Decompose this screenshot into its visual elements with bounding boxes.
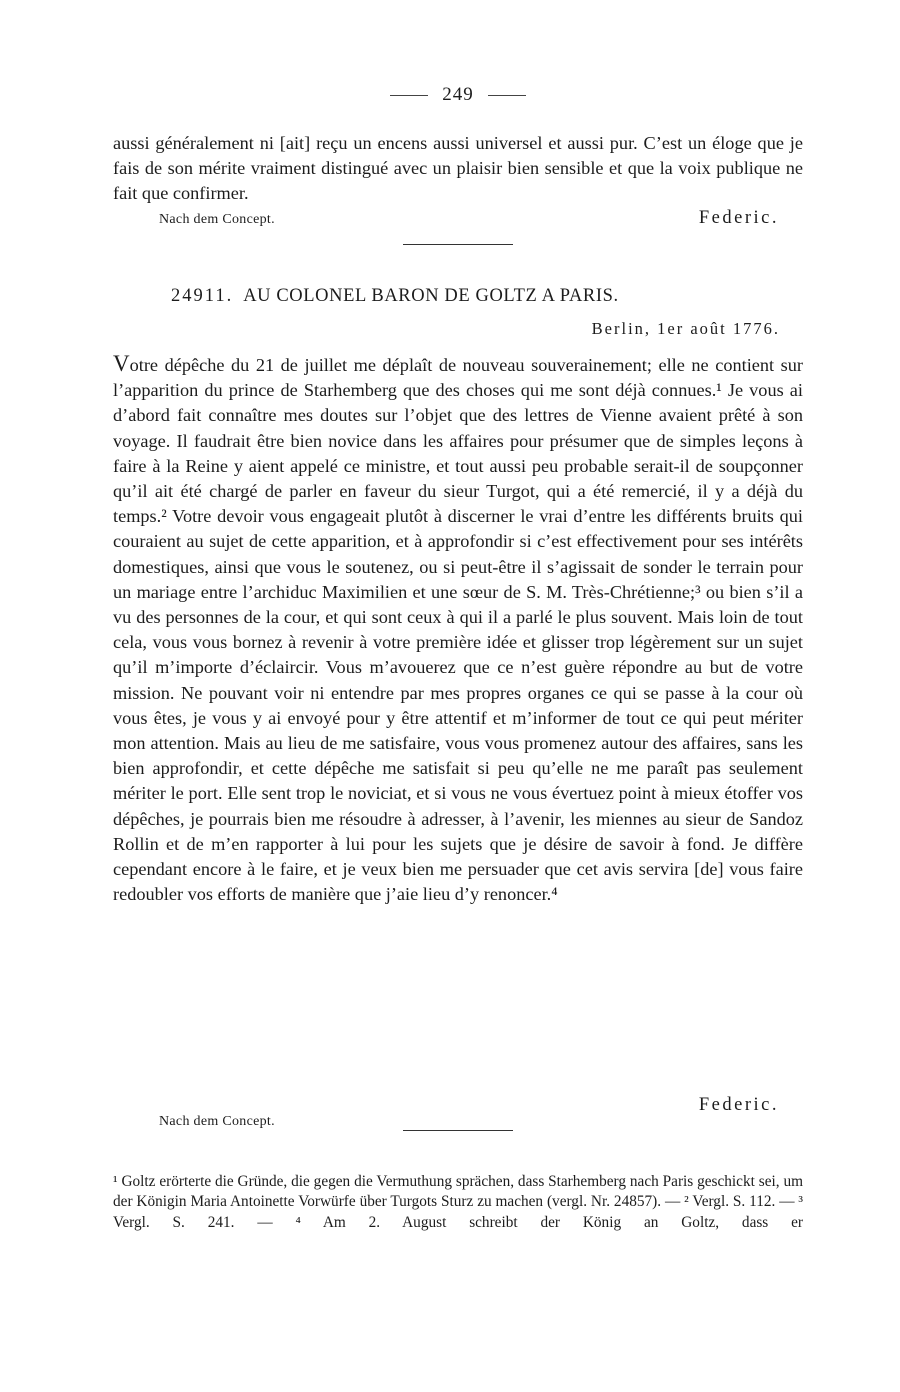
letter-body-content: otre dépêche du 21 de juillet me déplaît de nouveau souverainement; elle ne contient sur l’apparition du prince de Starhemberg que des choses qui me sont déjà connues.¹ Je vous ai d’abord fait connaître mes doutes sur l’objet que des lettres de Vienne avaient prêté à son voyage. Il faudrait être bien novice dans les affaires pour présumer que de simples leçons à faire à la Reine y aient appelé ce ministre, et tout aussi peu probable serait-il de soupçonner qu’il ait été chargé de parler en faveur du sieur Turgot, qui a été remercié, il y a déjà du temps.² Votre devoir vous engageait plutôt à discerner le vrai d’entre les différents bruits qui couraient au sujet de cette apparition, et à approfondir si c’est effectivement pour ses intérêts domestiques, ainsi que vous le soutenez, ou si peut-être il s’agissait de sonder le terrain pour un mariage entre l’archiduc Maximilien et une sœur de S. M. Très-Chrétienne;³ ou bien s’il a vu des personnes de la cour, et qui sont ceux à qui il a parlé le plus souvent. Mais loin de tout cela, vous vous bornez à revenir à votre première idée et glisser trop légèrement sur un sujet qu’il m’importe d’éclaircir. Vous m’avouerez que ce n’est guère répondre au but de votre mission. Ne pouvant voir ni entendre par mes propres organes ce qui se passe à la cour où vous êtes, je vous y ai envoyé pour y être attentif et m’informer de tout ce qui peut mériter mon attention. Mais au lieu de me satisfaire, vous vous promenez autour des affaires, sans les bien approfondir, et cette dépêche me satisfait si peu qu’elle ne me paraît pas seulement mériter le port. Elle sent trop le noviciat, et si vous ne vous évertuez point à mieux étoffer vos dépêches, je pourrais bien me résoudre à adresser, à l’avenir, les miennes au sieur de Sandoz Rollin et de m’en rapporter à lui pour les sujets que je désire de savoir à fond. Je diffère cependant encore à le faire, et je veux bien me persuader que cet avis servira [de] vous faire redoubler vos efforts de manière que j’aie lieu d’y renoncer.⁴: [113, 355, 803, 905]
previous-letter-signature: Federic.: [698, 208, 779, 228]
section-divider: [403, 244, 513, 245]
footnotes: [113, 1172, 803, 1233]
footnote-divider: [403, 1130, 513, 1131]
letter-body-text: [113, 351, 803, 907]
letter-title: AU COLONEL BARON DE GOLTZ A PARIS.: [243, 286, 619, 306]
letter-number: 24911.: [171, 286, 234, 306]
previous-letter-ending: [113, 131, 803, 207]
previous-letter-source: Nach dem Concept.: [159, 212, 275, 227]
previous-letter-closing: [113, 208, 803, 234]
letter-heading: [171, 286, 619, 307]
footnotes-text: ¹ Goltz erörterte die Gründe, die gegen die Vermuthung sprächen, dass Starhemberg nach Paris geschickt sei, um der Königin Maria Antoinette Vorwürfe über Turgots Sturz zu machen (vergl. Nr. 24857). — ² Vergl. S. 112. — ³ Vergl. S. 241. — ⁴ Am 2. August schreibt der König an Goltz, dass er: [113, 1173, 803, 1231]
page-number: 249: [442, 84, 474, 105]
letter-body: [113, 351, 803, 907]
letter-source: Nach dem Concept.: [159, 1114, 275, 1129]
header-dash-left: [390, 95, 428, 96]
previous-letter-text: aussi généralement ni [ait] reçu un encens aussi universel et aussi pur. C’est un éloge que je fais de son mérite vraiment distingué avec un plaisir bien sensible et que la voix publique ne fait que confirmer.: [113, 133, 803, 204]
drop-capital: V: [113, 351, 130, 376]
page-header: [113, 84, 803, 106]
letter-signature: Federic.: [698, 1095, 779, 1115]
letter-dateline: Berlin, 1er août 1776.: [591, 319, 780, 338]
header-dash-right: [488, 95, 526, 96]
